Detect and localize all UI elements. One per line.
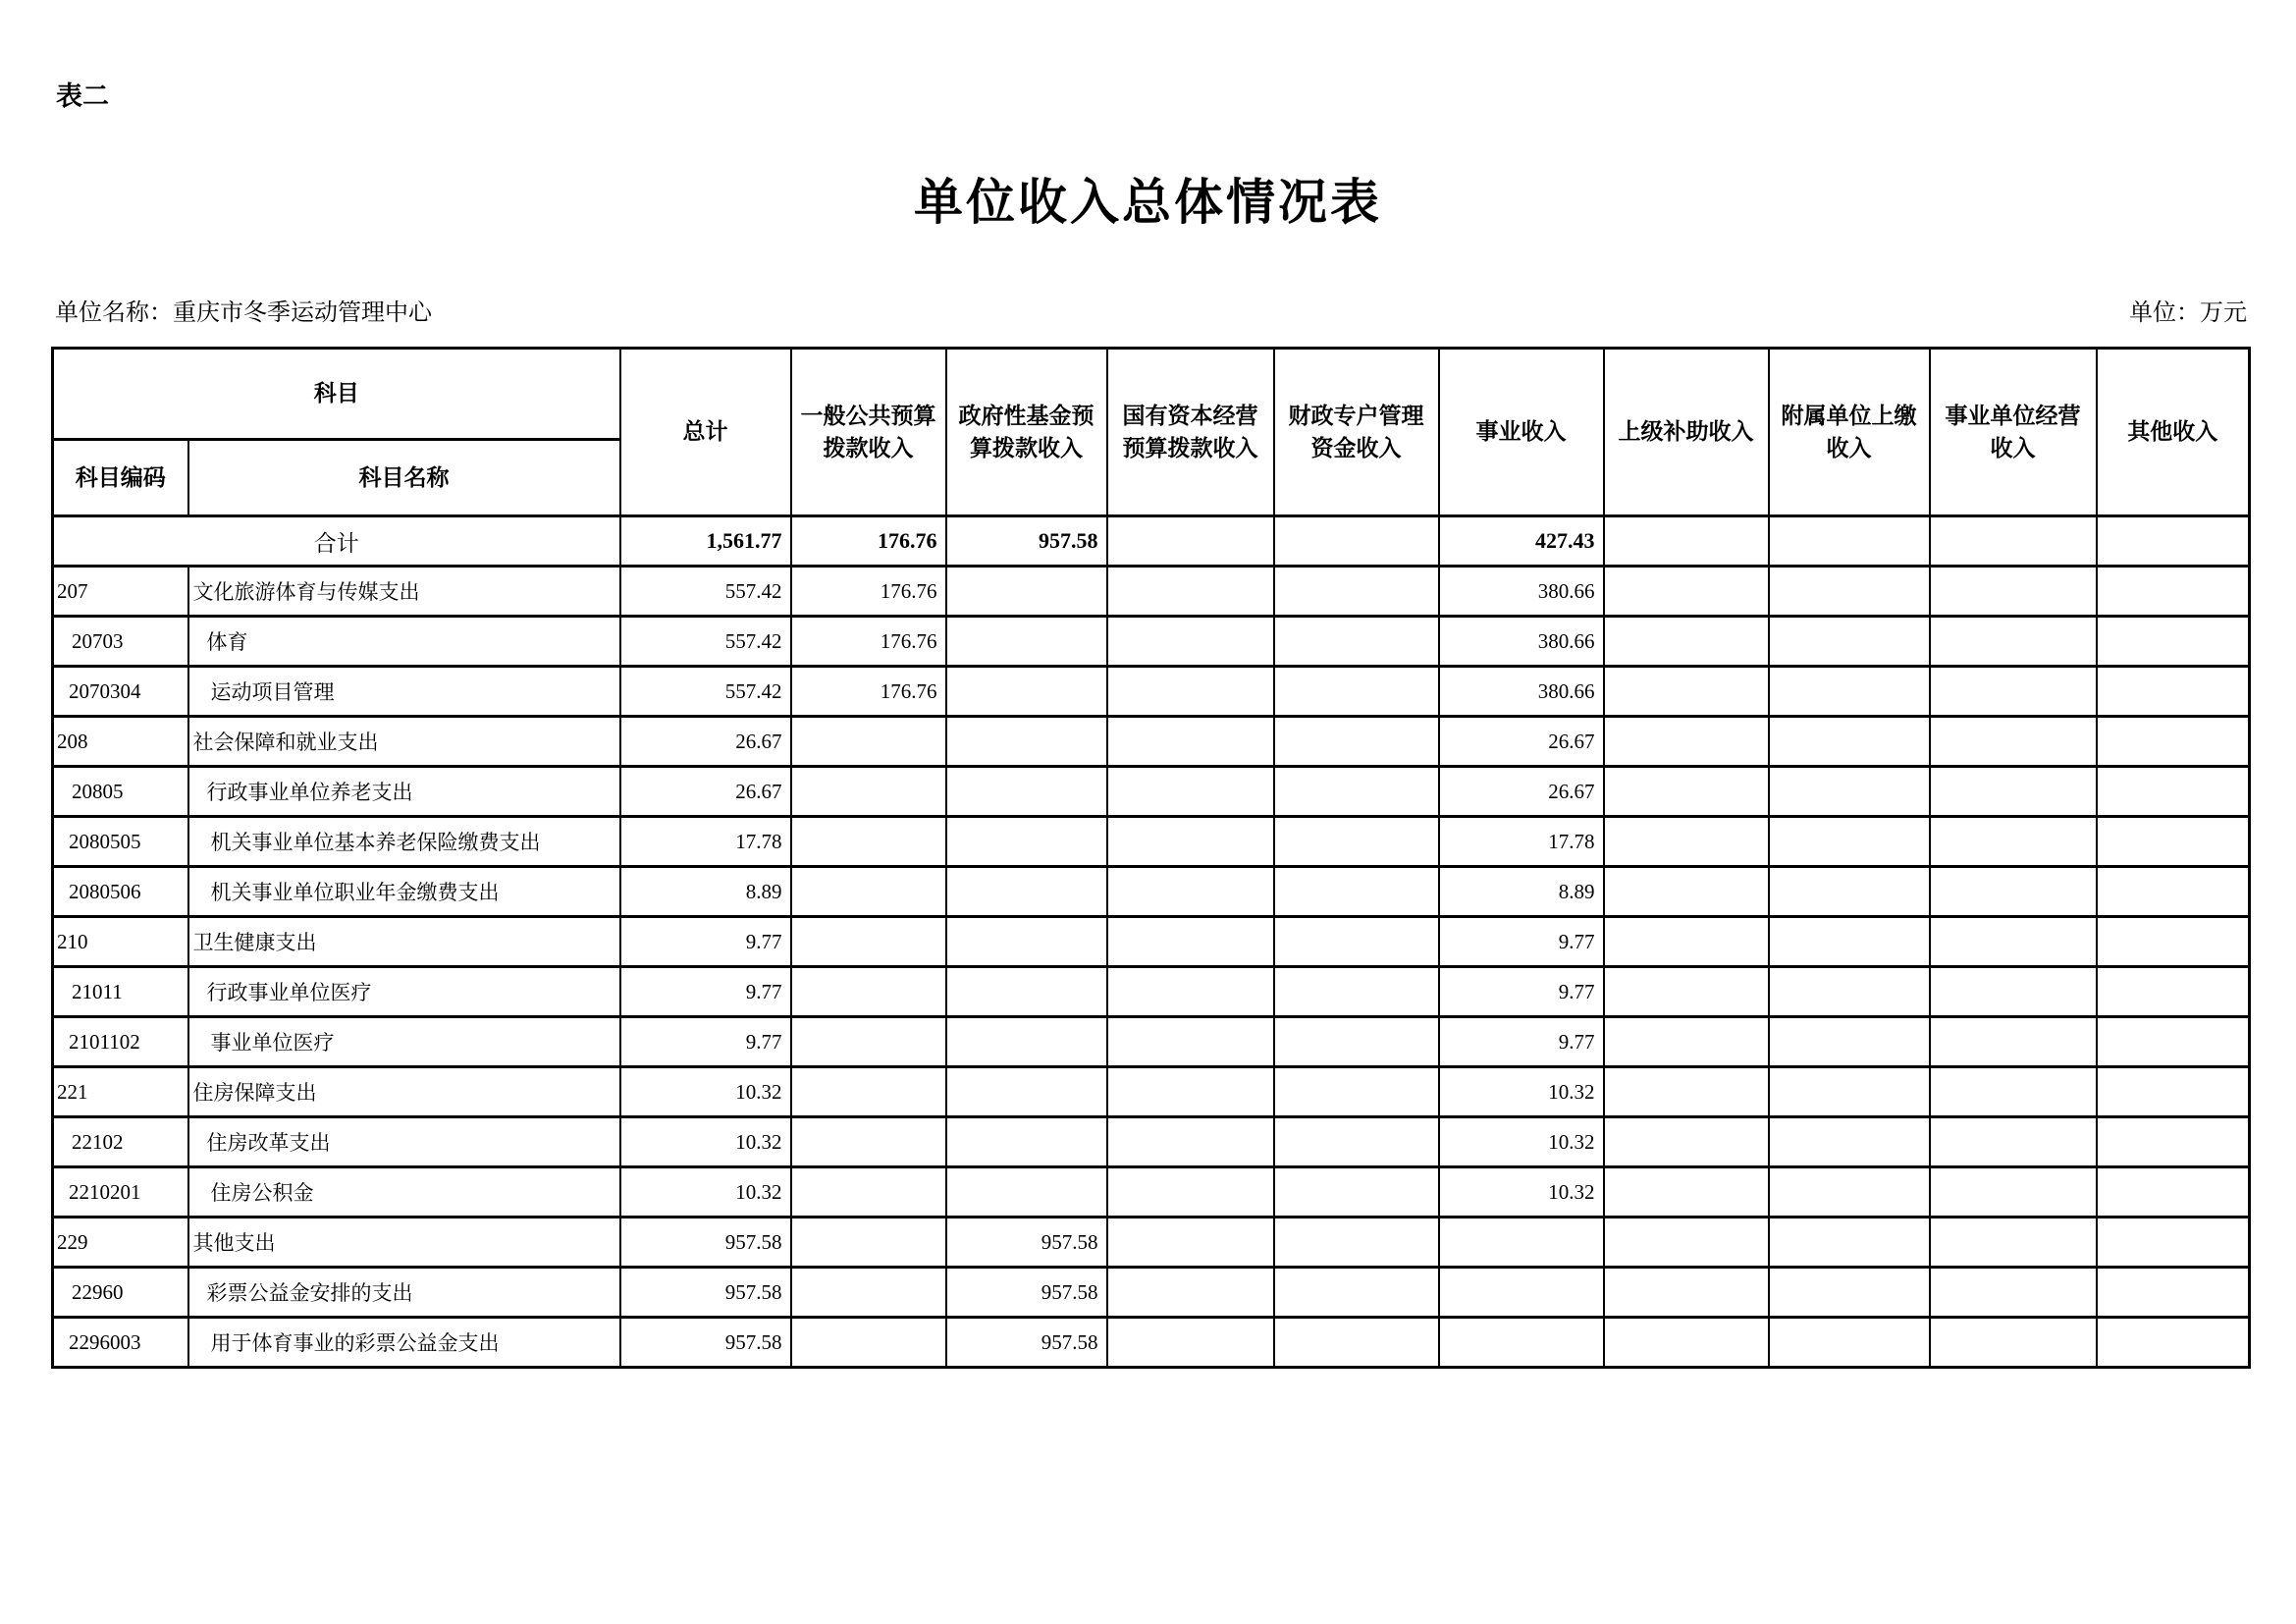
value-cell xyxy=(1274,717,1439,767)
code-cell: 20805 xyxy=(53,767,188,817)
value-cell xyxy=(1439,1218,1604,1268)
value-cell xyxy=(1107,917,1274,967)
value-cell: 9.77 xyxy=(1439,1017,1604,1067)
code-cell: 2080506 xyxy=(53,867,188,917)
value-cell xyxy=(1439,1268,1604,1318)
value-cell xyxy=(1604,1067,1769,1117)
value-cell xyxy=(1604,1117,1769,1167)
code-cell: 2101102 xyxy=(53,1017,188,1067)
value-cell xyxy=(1274,1268,1439,1318)
value-cell xyxy=(1604,867,1769,917)
table-row xyxy=(53,1017,2250,1067)
value-cell xyxy=(1107,767,1274,817)
value-cell xyxy=(1930,1268,2097,1318)
value-cell xyxy=(1107,516,1274,567)
name-cell: 社会保障和就业支出 xyxy=(188,717,620,767)
value-cell xyxy=(1769,867,1930,917)
value-cell: 8.89 xyxy=(1439,867,1604,917)
header-col-3: 国有资本经营预算拨款收入 xyxy=(1107,349,1274,516)
value-cell xyxy=(1769,1318,1930,1368)
value-cell xyxy=(791,767,946,817)
value-cell xyxy=(2097,917,2250,967)
table-row xyxy=(53,1218,2250,1268)
value-cell xyxy=(1930,717,2097,767)
value-cell xyxy=(946,767,1107,817)
value-cell xyxy=(2097,867,2250,917)
value-cell xyxy=(1769,516,1930,567)
total-row xyxy=(53,516,2250,567)
value-cell xyxy=(791,967,946,1017)
value-cell xyxy=(2097,817,2250,867)
code-cell: 20703 xyxy=(53,617,188,667)
value-cell xyxy=(1604,516,1769,567)
value-cell xyxy=(1107,667,1274,717)
value-cell xyxy=(1769,1067,1930,1117)
header-col-2: 政府性基金预算拨款收入 xyxy=(946,349,1107,516)
name-cell: 卫生健康支出 xyxy=(188,917,620,967)
value-cell xyxy=(1604,617,1769,667)
value-cell: 10.32 xyxy=(620,1067,791,1117)
name-cell: 其他支出 xyxy=(188,1218,620,1268)
value-cell xyxy=(2097,767,2250,817)
value-cell xyxy=(1604,1218,1769,1268)
value-cell xyxy=(791,817,946,867)
table-body xyxy=(53,516,2250,1368)
header-col-0: 总计 xyxy=(620,349,791,516)
header-row-1 xyxy=(53,349,2250,440)
value-cell xyxy=(1769,1268,1930,1318)
value-cell xyxy=(1107,1318,1274,1368)
income-table xyxy=(51,347,2251,1369)
value-cell: 9.77 xyxy=(1439,917,1604,967)
value-cell xyxy=(1930,567,2097,617)
value-cell xyxy=(1274,1167,1439,1218)
table-row xyxy=(53,1268,2250,1318)
value-cell xyxy=(1930,867,2097,917)
value-cell xyxy=(946,817,1107,867)
header-subject-code: 科目编码 xyxy=(53,440,188,516)
name-cell: 运动项目管理 xyxy=(188,667,620,717)
value-cell: 380.66 xyxy=(1439,567,1604,617)
value-cell xyxy=(1274,516,1439,567)
value-cell: 957.58 xyxy=(946,1268,1107,1318)
value-cell xyxy=(2097,967,2250,1017)
code-cell: 2210201 xyxy=(53,1167,188,1218)
value-cell xyxy=(1930,667,2097,717)
value-cell xyxy=(2097,567,2250,617)
value-cell xyxy=(1769,1017,1930,1067)
value-cell xyxy=(2097,1167,2250,1218)
value-cell xyxy=(791,717,946,767)
value-cell xyxy=(1274,1117,1439,1167)
value-cell xyxy=(791,1167,946,1218)
value-cell xyxy=(1930,1017,2097,1067)
value-cell xyxy=(1107,1117,1274,1167)
value-cell xyxy=(946,617,1107,667)
value-cell xyxy=(1769,667,1930,717)
value-cell xyxy=(1604,817,1769,867)
value-cell: 957.58 xyxy=(946,516,1107,567)
name-cell: 住房改革支出 xyxy=(188,1117,620,1167)
value-cell xyxy=(1930,617,2097,667)
header-col-6: 上级补助收入 xyxy=(1604,349,1769,516)
value-cell xyxy=(1107,567,1274,617)
value-cell xyxy=(791,867,946,917)
value-cell: 380.66 xyxy=(1439,617,1604,667)
value-cell: 9.77 xyxy=(620,967,791,1017)
header-col-8: 事业单位经营收入 xyxy=(1930,349,2097,516)
value-cell xyxy=(1107,1218,1274,1268)
value-cell xyxy=(946,567,1107,617)
value-cell xyxy=(1107,1167,1274,1218)
value-cell xyxy=(1274,917,1439,967)
table-row xyxy=(53,1067,2250,1117)
name-cell: 体育 xyxy=(188,617,620,667)
table-row xyxy=(53,1117,2250,1167)
value-cell xyxy=(791,1017,946,1067)
value-cell xyxy=(1274,567,1439,617)
value-cell: 957.58 xyxy=(946,1318,1107,1368)
value-cell xyxy=(1274,1318,1439,1368)
header-col-9: 其他收入 xyxy=(2097,349,2250,516)
value-cell: 26.67 xyxy=(620,767,791,817)
value-cell xyxy=(1769,917,1930,967)
value-cell: 26.67 xyxy=(1439,767,1604,817)
value-cell xyxy=(791,917,946,967)
value-cell xyxy=(1604,767,1769,817)
value-cell xyxy=(1107,1268,1274,1318)
unit-name-label: 单位名称：重庆市冬季运动管理中心 xyxy=(55,300,432,326)
value-cell: 17.78 xyxy=(620,817,791,867)
value-cell: 10.32 xyxy=(1439,1067,1604,1117)
value-cell: 10.32 xyxy=(1439,1167,1604,1218)
value-cell xyxy=(1604,1167,1769,1218)
value-cell xyxy=(1930,1167,2097,1218)
value-cell: 957.58 xyxy=(620,1318,791,1368)
value-cell xyxy=(1769,617,1930,667)
unit-of-measure-label: 单位：万元 xyxy=(2129,300,2247,326)
value-cell xyxy=(2097,1218,2250,1268)
value-cell: 176.76 xyxy=(791,567,946,617)
value-cell xyxy=(946,1067,1107,1117)
value-cell xyxy=(2097,516,2250,567)
value-cell xyxy=(1769,767,1930,817)
value-cell xyxy=(1274,1067,1439,1117)
value-cell xyxy=(1769,1117,1930,1167)
value-cell xyxy=(1604,1017,1769,1067)
value-cell xyxy=(1107,717,1274,767)
value-cell xyxy=(1439,1318,1604,1368)
table-row xyxy=(53,917,2250,967)
value-cell: 957.58 xyxy=(620,1218,791,1268)
header-subject-name: 科目名称 xyxy=(188,440,620,516)
code-cell: 2080505 xyxy=(53,817,188,867)
code-cell: 2070304 xyxy=(53,667,188,717)
value-cell: 176.76 xyxy=(791,667,946,717)
value-cell xyxy=(1107,1067,1274,1117)
table-row xyxy=(53,817,2250,867)
value-cell xyxy=(1107,817,1274,867)
value-cell xyxy=(1769,1167,1930,1218)
table-row xyxy=(53,967,2250,1017)
name-cell: 住房保障支出 xyxy=(188,1067,620,1117)
value-cell xyxy=(1274,967,1439,1017)
value-cell xyxy=(946,667,1107,717)
value-cell: 1,561.77 xyxy=(620,516,791,567)
value-cell xyxy=(1604,917,1769,967)
value-cell xyxy=(1930,1117,2097,1167)
value-cell xyxy=(1769,567,1930,617)
code-cell: 221 xyxy=(53,1067,188,1117)
value-cell xyxy=(946,967,1107,1017)
value-cell xyxy=(1604,667,1769,717)
table-row xyxy=(53,767,2250,817)
value-cell: 17.78 xyxy=(1439,817,1604,867)
value-cell xyxy=(946,867,1107,917)
table-row xyxy=(53,667,2250,717)
page-title: 单位收入总体情况表 xyxy=(914,175,1382,230)
code-cell: 21011 xyxy=(53,967,188,1017)
value-cell: 557.42 xyxy=(620,667,791,717)
value-cell xyxy=(791,1067,946,1117)
value-cell xyxy=(1604,717,1769,767)
value-cell xyxy=(946,1017,1107,1067)
code-cell: 22102 xyxy=(53,1117,188,1167)
table-row xyxy=(53,567,2250,617)
header-col-4: 财政专户管理资金收入 xyxy=(1274,349,1439,516)
value-cell: 10.32 xyxy=(620,1117,791,1167)
code-cell: 2296003 xyxy=(53,1318,188,1368)
value-cell: 957.58 xyxy=(946,1218,1107,1268)
value-cell xyxy=(2097,667,2250,717)
name-cell: 机关事业单位职业年金缴费支出 xyxy=(188,867,620,917)
value-cell: 176.76 xyxy=(791,516,946,567)
value-cell xyxy=(1274,767,1439,817)
value-cell xyxy=(2097,1117,2250,1167)
name-cell: 行政事业单位养老支出 xyxy=(188,767,620,817)
value-cell: 557.42 xyxy=(620,617,791,667)
value-cell: 10.32 xyxy=(620,1167,791,1218)
value-cell xyxy=(2097,717,2250,767)
value-cell xyxy=(1769,717,1930,767)
value-cell xyxy=(791,1218,946,1268)
value-cell xyxy=(1274,817,1439,867)
value-cell: 176.76 xyxy=(791,617,946,667)
value-cell xyxy=(1769,1218,1930,1268)
value-cell xyxy=(1930,1218,2097,1268)
value-cell: 9.77 xyxy=(620,917,791,967)
value-cell xyxy=(1604,1318,1769,1368)
value-cell xyxy=(1107,1017,1274,1067)
value-cell xyxy=(1769,817,1930,867)
code-cell: 210 xyxy=(53,917,188,967)
value-cell xyxy=(1604,567,1769,617)
value-cell xyxy=(946,1167,1107,1218)
value-cell xyxy=(1930,1318,2097,1368)
table-row xyxy=(53,617,2250,667)
value-cell xyxy=(946,1117,1107,1167)
value-cell: 380.66 xyxy=(1439,667,1604,717)
value-cell xyxy=(1930,1067,2097,1117)
value-cell xyxy=(1107,617,1274,667)
value-cell xyxy=(1604,1268,1769,1318)
value-cell xyxy=(1107,867,1274,917)
value-cell xyxy=(791,1117,946,1167)
value-cell xyxy=(791,1318,946,1368)
value-cell xyxy=(1930,767,2097,817)
value-cell xyxy=(1930,817,2097,867)
code-cell: 22960 xyxy=(53,1268,188,1318)
name-cell: 用于体育事业的彩票公益金支出 xyxy=(188,1318,620,1368)
name-cell: 机关事业单位基本养老保险缴费支出 xyxy=(188,817,620,867)
value-cell xyxy=(1107,967,1274,1017)
value-cell: 957.58 xyxy=(620,1268,791,1318)
value-cell xyxy=(2097,1268,2250,1318)
value-cell xyxy=(2097,1067,2250,1117)
value-cell: 10.32 xyxy=(1439,1117,1604,1167)
value-cell xyxy=(1274,1017,1439,1067)
value-cell xyxy=(1274,667,1439,717)
value-cell xyxy=(791,1268,946,1318)
subline xyxy=(55,293,2247,327)
header-col-7: 附属单位上缴收入 xyxy=(1769,349,1930,516)
value-cell xyxy=(1274,1218,1439,1268)
value-cell xyxy=(1769,967,1930,1017)
value-cell xyxy=(946,717,1107,767)
value-cell xyxy=(1604,967,1769,1017)
value-cell xyxy=(2097,617,2250,667)
value-cell: 9.77 xyxy=(1439,967,1604,1017)
value-cell xyxy=(1274,867,1439,917)
value-cell: 8.89 xyxy=(620,867,791,917)
name-cell: 行政事业单位医疗 xyxy=(188,967,620,1017)
code-cell: 207 xyxy=(53,567,188,617)
code-cell: 229 xyxy=(53,1218,188,1268)
name-cell: 住房公积金 xyxy=(188,1167,620,1218)
table-number-label: 表二 xyxy=(56,81,109,111)
value-cell: 427.43 xyxy=(1439,516,1604,567)
value-cell xyxy=(1274,617,1439,667)
value-cell xyxy=(2097,1318,2250,1368)
value-cell xyxy=(1930,917,2097,967)
header-col-1: 一般公共预算拨款收入 xyxy=(791,349,946,516)
table-row xyxy=(53,1167,2250,1218)
value-cell xyxy=(946,917,1107,967)
value-cell: 26.67 xyxy=(1439,717,1604,767)
value-cell xyxy=(1930,967,2097,1017)
name-cell: 事业单位医疗 xyxy=(188,1017,620,1067)
header-subject: 科目 xyxy=(53,349,620,440)
table-row xyxy=(53,1318,2250,1368)
value-cell xyxy=(1930,516,2097,567)
table-row xyxy=(53,867,2250,917)
value-cell: 26.67 xyxy=(620,717,791,767)
value-cell xyxy=(2097,1017,2250,1067)
header-col-5: 事业收入 xyxy=(1439,349,1604,516)
name-cell: 彩票公益金安排的支出 xyxy=(188,1268,620,1318)
table-row xyxy=(53,717,2250,767)
name-cell: 文化旅游体育与传媒支出 xyxy=(188,567,620,617)
value-cell: 9.77 xyxy=(620,1017,791,1067)
total-label: 合计 xyxy=(53,516,620,567)
value-cell: 557.42 xyxy=(620,567,791,617)
code-cell: 208 xyxy=(53,717,188,767)
